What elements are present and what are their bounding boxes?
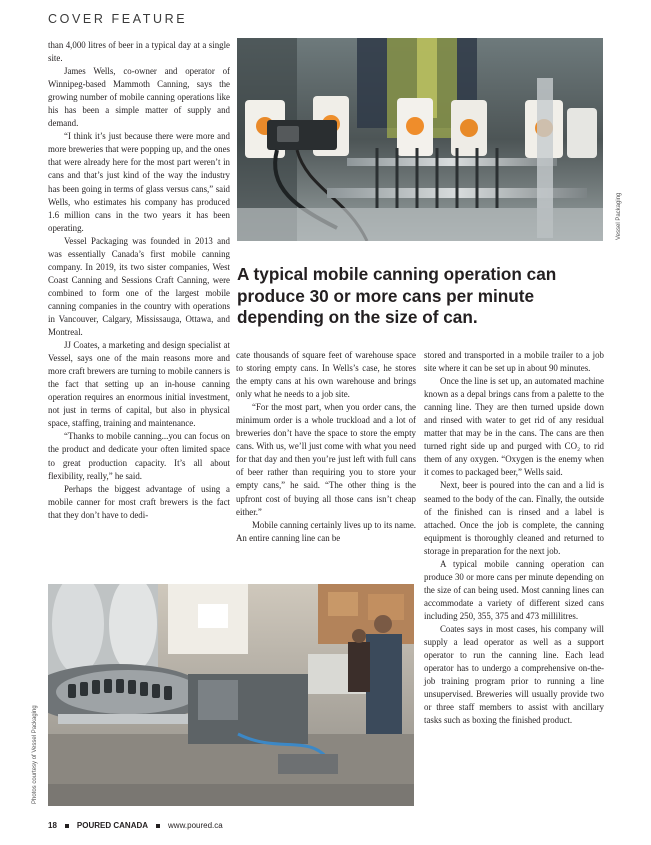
paragraph: than 4,000 litres of beer in a typical day at a single site. [48,40,230,64]
paragraph: cate thousands of square feet of warehouse space to storing empty cans. In Wells’s case, he stores the empty cans at his own warehouse and brings only what he needs to a job site. [236,350,416,400]
paragraph: A typical mobile canning operation can produce 30 or more cans per minute depending on the size of can being used. Most canning lines can accommodate a variety of different sized cans including 250, 355, 375 and 473 millilitres. [424,558,604,621]
paragraph: Perhaps the biggest advantage of using a mobile canner for most craft brewers is the fact that they don’t have to dedi- [48,483,230,520]
publication-name: POURED CANADA [76,821,149,830]
separator-square-icon [65,824,69,828]
separator-square-icon [156,824,160,828]
paragraph: “Thanks to mobile canning...you can focus on the product and dedicate your often limited space to great production capacity. It’s all about flexibility, really,” he said. [48,431,230,481]
pull-quote: A typical mobile canning operation can produce 30 or more cans per minute depending on the size of can. [237,264,557,327]
photo-credit-bottom: Photos courtesy of Vessel Packaging [32,705,38,804]
body-column-1 [48,39,230,522]
paragraph: Mobile canning certainly lives up to its name. An entire canning line can be [236,519,416,543]
paragraph: JJ Coates, a marketing and design specialist at Vessel, says one of the main reasons more and more craft brewers are turning to mobile canners is the fact that setting up an in-house canning operation requires an enormous initial investment, not just in terms of capital, but also in physical space, staffing, training and maintenance. [48,340,230,429]
section-label: COVER FEATURE [48,12,188,26]
body-column-3 [424,349,604,727]
website-link[interactable]: www.poured.ca [168,821,223,830]
paragraph: Vessel Packaging was founded in 2013 and was essentially Canada’s first mobile canning company. In 2019, its two sister companies, West Coast Canning and Sessions Craft Canning, were combined to form one of the largest mobile canning companies in the country with operations in Vancouver, Calgary, Mississauga, Ottawa, and Montreal. [48,235,230,338]
paragraph: Next, beer is poured into the can and a lid is seamed to the body of the can. Finally, the outside of the finished can is rinsed and a label is attached. Once the job is complete, the canning equipment is thoroughly cleaned and returned to storage in preparation for the next job. [424,480,604,556]
paragraph: James Wells, co-owner and operator of Winnipeg-based Mammoth Canning, says the growing number of mobile canning operations like his has been a simple matter of supply and demand. [48,66,230,129]
canning-line-photo-warehouse [48,584,414,806]
page-footer [48,821,223,830]
paragraph: Once the line is set up, an automated machine known as a depal brings cans from a palette to the canning line. They are then turned upside down and rinsed with water to get rid of any residual matter that may be in the cans. The cans are then turned right side up and purged with CO₂ to rid them of any oxygen. “Oxygen is the enemy when it comes to packaged beer,” Wells said. [424,376,604,478]
paragraph: stored and transported in a mobile trailer to a job site where it can be set up in about 90 minutes. [424,350,604,374]
body-column-2 [236,349,416,545]
paragraph: “For the most part, when you order cans, the minimum order is a whole truckload and a lot of breweries don’t have the space to store the empty cans. With us, we’ll just come with what you need for that day and then you’re just left with full cans of beer rather than requiring you to store your empty cans,” he said. “The other thing is the upfront cost of buying all those cans isn’t cheap either.” [236,402,416,517]
paragraph: Coates says in most cases, his company will supply a lead operator as well as a support operator to run the canning line. Each lead operator has to undergo a comprehensive on-the-job training program prior to running a line unsupervised. Breweries will usually provide two or three staff members to assist with ancillary tasks such as boxing the finished product. [424,623,604,726]
page-number: 18 [48,821,57,830]
photo-credit-top: Vessel Packaging [616,192,622,240]
canning-line-photo-closeup [237,38,603,241]
paragraph: “I think it’s just because there were more and more breweries that were popping up, and the ones that were already here for the most part weren’t in cans and that’s just kind of the way the industry has been going in terms of glass versus cans,” said Wells, who estimates his company has produced 1.6 million cans in the two years it has been operating. [48,131,230,233]
